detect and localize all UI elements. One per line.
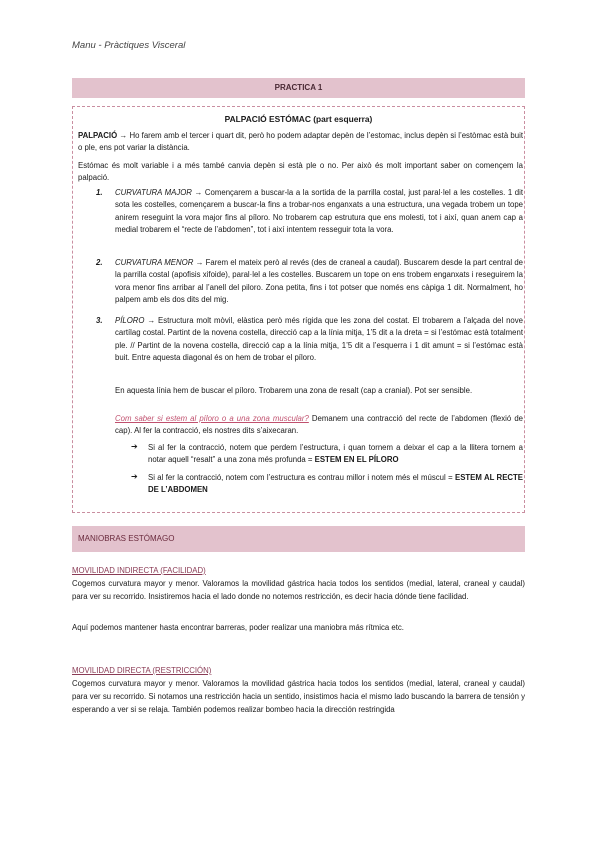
bullet-text: Si al fer la contracció, notem com l’estructura es contrau millor i notem més el múscul = — [148, 473, 455, 482]
arrow-right-icon: ➔ — [131, 472, 138, 481]
bullet-strong: ESTEM AL RECTE DE L’ABDOMEN — [148, 473, 523, 495]
item-number: 3. — [96, 316, 103, 325]
item-text: → Farem el mateix però al revés (des de craneal a caudal). Buscarem desde la part central de la parrilla costal (apofisis xifoide), paral·lel a les costelles. Buscarem un tope on ens trobem enganxats i reseguirem la vora menor fins arribar al l’anell del piloro. Zona petita, fins i tot potser que només ens càpiga 1 dit. Normalment, ho palpem amb els dos dits del mig. — [115, 258, 524, 304]
intro-paragraph — [78, 130, 523, 155]
question-paragraph — [115, 413, 523, 438]
subsection-text-2: Aquí podemos mantener hasta encontrar barreras, poder realizar una maniobra más rítmica etc. — [72, 623, 404, 632]
section-title: PALPACIÓ ESTÓMAC (part esquerra) — [224, 114, 373, 124]
subsection-title: MOVILIDAD DIRECTA (RESTRICCIÓN) — [72, 666, 212, 675]
item-text: → Començarem a buscar-la a la sortida de la parrilla costal, just paral·lel a les costelles. 1 dit sota les costelles, començarem a buscar-la fins a trobar-nos enganxats a una estructura, una vegada trobem un tope anirem reseguint la vora major fins al píloro. No trobarem cap estrutura que ens molesti, tot i així, quan anem cap a medial trobarem el “recte de l’abdomen”, tot i així intentem resseguir tota la vora. — [115, 188, 523, 234]
item-label: CURVATURA MENOR — [115, 258, 194, 267]
subsection-text: Cogemos curvatura mayor y menor. Valoramos la movilidad gástrica hacia todos los sentidos (medial, lateral, craneal y caudal) para ver su recorrido. Insistiremos hacia el lado donde no notemos restricción, es decir hacia dónde tiene facilidad. — [72, 579, 525, 601]
subsection-text: Cogemos curvatura mayor y menor. Valoramos la movilidad gástrica hacia todos los sentidos (medial, lateral, craneal y caudal) para ver su recorrido. Si notamos una restricción hacia un sentido, insistimos hacia el mismo lado buscando la barrera de tensión y esperando a ver si se relaja. También podemos realizar bombeo hacia la dirección restringida — [72, 679, 525, 714]
bullet-item — [148, 472, 523, 497]
page-header: Manu - Pràctiques Visceral — [72, 40, 186, 51]
section-banner: MANIOBRAS ESTÓMAGO — [72, 526, 525, 552]
bullet-strong: ESTEM EN EL PÍLORO — [314, 455, 399, 465]
item-text: → Estructura molt mòvil, elàstica però més rígida que les zona del costat. El trobarem a l’alçada del nove cartílag costal. Partint de la novena costella, direcció cap a la línia mitja, 1’5 dit a la dreta = si l’estómac està totalment ple. // Partint de la novena costella, direcció cap a la línia mitja, 1’5 dit a l’esquerra i 1 dit amunt = si l’estómac està buit. Entre aquesta diagonal és on hem de trobar el píloro. — [115, 316, 523, 362]
bullet-text: Si al fer la contracció, notem que perdem l’estructura, i quan tornem a deixar el cap a la llitera tornem a notar aquell “resalt” a una zona més profunda = — [148, 443, 523, 465]
item-label: PÍLORO — [115, 316, 145, 325]
bullet-item — [148, 442, 523, 467]
list-item — [115, 187, 523, 236]
item-number: 2. — [96, 258, 103, 267]
arrow-right-icon: ➔ — [131, 442, 138, 451]
intro-paragraph-2: Estómac és molt variable i a més també canvia depèn si està ple o no. Per això és molt important saber on començem la palpació. — [78, 161, 523, 183]
list-item — [115, 257, 523, 306]
question-link[interactable]: Com saber si estem al píloro o a una zona muscular? — [115, 414, 309, 423]
practica-banner: PRACTICA 1 — [72, 78, 525, 98]
answer-text: Demanem una contracció del recte de l’abdomen (flexió de cap). Al fer la contracció, els nostres dits s’aixecaran. — [115, 414, 523, 436]
item-text-2: En aquesta línia hem de buscar el píloro. Trobarem una zona de resalt (cap a cranial). Pot ser sensible. — [115, 386, 473, 395]
item-label: CURVATURA MAJOR — [115, 188, 192, 197]
subsection-title: MOVILIDAD INDIRECTA (FACILIDAD) — [72, 566, 206, 575]
intro-label: PALPACIÓ — [78, 131, 118, 140]
item-number: 1. — [96, 188, 103, 197]
list-item — [115, 315, 523, 364]
intro-text: → Ho farem amb el tercer i quart dit, però ho podem adaptar depèn de l’estomac, inclus depèn si l’estòmac està buit o ple, ens pot variar la distància. — [78, 131, 523, 153]
